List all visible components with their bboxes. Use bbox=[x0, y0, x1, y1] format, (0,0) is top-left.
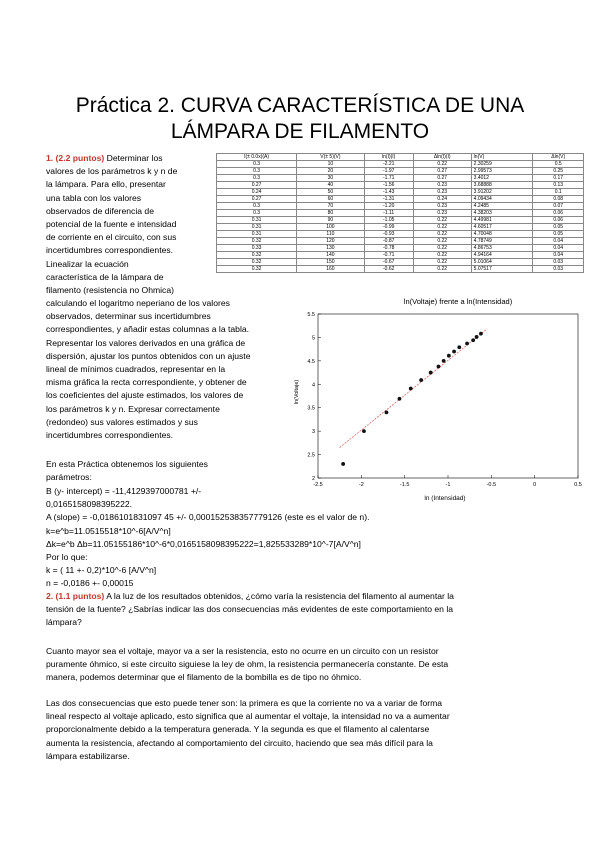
answer-paragraph-1 bbox=[46, 645, 554, 685]
data-point bbox=[475, 335, 479, 339]
data-point bbox=[437, 365, 441, 369]
table-cell: 4.60517 bbox=[471, 224, 533, 231]
table-cell: 4.09434 bbox=[471, 196, 533, 203]
table-cell: -0.71 bbox=[364, 252, 413, 259]
q2-question-2: tensión de la fuente? ¿Sabrías indicar las dos consecuencias más evidentes de este comportamiento en la bbox=[46, 604, 454, 615]
table-cell: -1.11 bbox=[364, 210, 413, 217]
table-cell: 130 bbox=[297, 245, 365, 252]
table-cell: 80 bbox=[297, 210, 365, 217]
table-row bbox=[217, 217, 584, 224]
table-row bbox=[217, 238, 584, 245]
table-cell: -1.56 bbox=[364, 182, 413, 189]
table-cell: 0.32 bbox=[217, 252, 297, 259]
table-cell: 0.3 bbox=[217, 210, 297, 217]
table-cell: 0.22 bbox=[413, 252, 471, 259]
plot-frame bbox=[318, 314, 578, 478]
table-cell: -0.99 bbox=[364, 224, 413, 231]
table-cell: 0.22 bbox=[413, 245, 471, 252]
table-cell: 0.04 bbox=[533, 252, 584, 259]
table-cell: 0.27 bbox=[217, 182, 297, 189]
y-tick-label: 4 bbox=[311, 382, 315, 389]
data-point bbox=[452, 350, 456, 354]
table-cell: 0.3 bbox=[217, 161, 297, 168]
table-cell: 0.06 bbox=[533, 210, 584, 217]
page-title bbox=[0, 93, 600, 145]
table-cell: 0.04 bbox=[533, 245, 584, 252]
q1-mid-column bbox=[46, 297, 282, 442]
data-point bbox=[447, 354, 451, 358]
table-cell: 0.22 bbox=[413, 217, 471, 224]
table-cell: -0.93 bbox=[364, 231, 413, 238]
answer-paragraph-2 bbox=[46, 697, 554, 763]
table-cell: 4.94164 bbox=[471, 252, 533, 259]
table-cell: 0.31 bbox=[217, 224, 297, 231]
table-cell: -0.62 bbox=[364, 266, 413, 273]
p2-line: Las dos consecuencias que esto puede tener son: la primera es que la corriente no va a variar de forma bbox=[46, 698, 443, 708]
q1-left-line: incertidumbres correspondientes. bbox=[46, 245, 174, 256]
q1-mid-line: Representar los valores derivados en una gráfica de bbox=[46, 337, 246, 348]
table-cell: 0.06 bbox=[533, 217, 584, 224]
table-cell: 0.03 bbox=[533, 259, 584, 266]
x-tick-label: -2.5 bbox=[313, 482, 323, 488]
table-cell: -0.67 bbox=[364, 259, 413, 266]
table-cell: 0.27 bbox=[413, 175, 471, 182]
table-cell: 0.24 bbox=[217, 189, 297, 196]
table-cell: 0.13 bbox=[533, 182, 584, 189]
table-cell: 2.99573 bbox=[471, 168, 533, 175]
x-tick-label: -1.5 bbox=[399, 482, 410, 488]
data-point bbox=[457, 345, 461, 349]
table-row bbox=[217, 224, 584, 231]
table-header-cell: V(± 5)(V) bbox=[297, 154, 365, 161]
table-cell: 0.32 bbox=[217, 238, 297, 245]
chart-xlabel: ln (Intensidad) bbox=[424, 495, 466, 502]
p1-line: Cuanto mayor sea el voltaje, mayor va a ser la resistencia, esto no ocurre en un circuito con un resistor bbox=[46, 646, 439, 656]
table-cell: 40 bbox=[297, 182, 365, 189]
data-point bbox=[465, 342, 469, 346]
table-cell: 0.22 bbox=[413, 266, 471, 273]
table-cell: 4.78749 bbox=[471, 238, 533, 245]
table-cell: 20 bbox=[297, 168, 365, 175]
p1-line: manera, podemos determinar que el filamento de la bombilla es de tipo no óhmico. bbox=[46, 672, 362, 683]
table-cell: -1.31 bbox=[364, 196, 413, 203]
table-cell: 0.32 bbox=[217, 259, 297, 266]
data-point bbox=[471, 338, 475, 342]
y-tick-label: 2 bbox=[311, 476, 315, 482]
table-cell: 0.25 bbox=[533, 168, 584, 175]
table-cell: 5.07517 bbox=[471, 266, 533, 273]
q1-label: 1. (2.2 puntos) bbox=[46, 153, 105, 163]
table-row bbox=[217, 266, 584, 273]
table-cell: 3.4012 bbox=[471, 175, 533, 182]
q1-left-line: característica de la lámpara de bbox=[46, 271, 164, 282]
table-row bbox=[217, 196, 584, 203]
results-intro bbox=[46, 458, 282, 484]
table-cell: 50 bbox=[297, 189, 365, 196]
table-row bbox=[217, 210, 584, 217]
chart-title: ln(Voltaje) frente a ln(Intensidad) bbox=[403, 297, 513, 306]
table-cell: 140 bbox=[297, 252, 365, 259]
table-cell: 0.17 bbox=[533, 175, 584, 182]
table-cell: 0.1 bbox=[533, 189, 584, 196]
table-row bbox=[217, 182, 584, 189]
table-cell: 3.68888 bbox=[471, 182, 533, 189]
table-cell: 90 bbox=[297, 217, 365, 224]
scatter-chart bbox=[290, 292, 590, 502]
table-cell: 0.32 bbox=[217, 266, 297, 273]
table-cell: 0.5 bbox=[533, 161, 584, 168]
table-cell: 4.70048 bbox=[471, 231, 533, 238]
table-header-row bbox=[217, 154, 584, 161]
data-point bbox=[479, 332, 483, 336]
table-cell: 0.05 bbox=[533, 224, 584, 231]
table-cell: 0.22 bbox=[413, 238, 471, 245]
y-tick-label: 5.5 bbox=[307, 312, 315, 318]
q2-question: A la luz de los resultados obtenidos, ¿cómo varía la resistencia del filamento al aumentar la bbox=[106, 591, 454, 601]
k-line: k=e^b=11.0515518*10^-6[A/V^n] bbox=[46, 525, 171, 536]
table-cell: 0.03 bbox=[533, 266, 584, 273]
table-cell: -2.21 bbox=[364, 161, 413, 168]
table-cell: 0.31 bbox=[217, 231, 297, 238]
table-row bbox=[217, 259, 584, 266]
table-cell: 100 bbox=[297, 224, 365, 231]
table-cell: -0.78 bbox=[364, 245, 413, 252]
title-line-2: LÁMPARA DE FILAMENTO bbox=[170, 120, 430, 143]
table-header-cell: Δln(V) bbox=[533, 154, 584, 161]
table-cell: 60 bbox=[297, 196, 365, 203]
y-tick-label: 2.5 bbox=[307, 452, 315, 459]
p2-line: proporcionalmente debido a la temperatura generada. Y la segunda es que el filamento al calentarse bbox=[46, 724, 430, 735]
q1-mid-line: incertidumbres correspondientes. bbox=[46, 430, 174, 441]
q1-mid-line: misma gráfica la recta correspondiente, y obtener de bbox=[46, 377, 247, 388]
x-tick-label: -0.5 bbox=[486, 482, 497, 488]
fit-line bbox=[340, 329, 487, 448]
table-row bbox=[217, 203, 584, 210]
table-cell: 0.22 bbox=[413, 231, 471, 238]
table-cell: 4.86753 bbox=[471, 245, 533, 252]
table-cell: 0.27 bbox=[413, 168, 471, 175]
x-tick-label: -2 bbox=[358, 482, 364, 488]
y-tick-label: 4.5 bbox=[307, 358, 315, 365]
table-cell: -0.87 bbox=[364, 238, 413, 245]
q1-mid-line: calculando el logaritmo neperiano de los valores bbox=[46, 298, 230, 308]
data-point bbox=[419, 378, 423, 382]
results-block bbox=[46, 485, 554, 591]
table-cell: 4.2485 bbox=[471, 203, 533, 210]
q1-left-line: potencial de la fuente e intensidad bbox=[46, 219, 177, 230]
table-cell: 5.01064 bbox=[471, 259, 533, 266]
a-line: A (slope) = -0,0186101831097 45 +/- 0,000152538357779126 (este es el valor de n). bbox=[46, 512, 370, 523]
table-cell: 0.22 bbox=[413, 224, 471, 231]
q1-mid-line: correspondientes, y añadir estas columnas a la tabla. bbox=[46, 324, 250, 335]
table-cell: 0.3 bbox=[217, 168, 297, 175]
y-tick-label: 3.5 bbox=[307, 405, 315, 412]
table-cell: 0.24 bbox=[413, 196, 471, 203]
p2-line: aumenta la resistencia, afectando al comportamiento del circuito, haciendo que sea más difícil para la bbox=[46, 737, 433, 748]
title-line-1: Práctica 2. CURVA CARACTERÍSTICA DE UNA bbox=[75, 94, 525, 117]
q1-mid-line: dispersión, ajustar los puntos obtenidos con un ajuste bbox=[46, 350, 251, 361]
table-cell: 160 bbox=[297, 266, 365, 273]
k-final: k = ( 11 +- 0,2)*10^-6 [A/V^n] bbox=[46, 565, 157, 576]
data-point bbox=[362, 429, 366, 433]
table-cell: -1.43 bbox=[364, 189, 413, 196]
table-cell: -1.71 bbox=[364, 175, 413, 182]
data-point bbox=[429, 371, 433, 375]
data-point bbox=[398, 397, 402, 401]
data-point bbox=[409, 387, 413, 391]
table-cell: 120 bbox=[297, 238, 365, 245]
q1-left-line: Linealizar la ecuación bbox=[46, 258, 129, 269]
q2-label: 2. (1.1 puntos) bbox=[46, 591, 105, 601]
table-cell: 0.04 bbox=[533, 238, 584, 245]
table-cell: 4.38203 bbox=[471, 210, 533, 217]
table-header-cell: I(± 0.0x)(A) bbox=[217, 154, 297, 161]
table-cell: 110 bbox=[297, 231, 365, 238]
table-cell: 2.30259 bbox=[471, 161, 533, 168]
results-intro-line: En esta Práctica obtenemos los siguientes bbox=[46, 459, 208, 469]
table-cell: 0.05 bbox=[533, 231, 584, 238]
q1-mid-line: los parámetros k y n. Expresar correctamente bbox=[46, 403, 220, 414]
table-cell: 30 bbox=[297, 175, 365, 182]
chart-ylabel: ln(Voltaje) bbox=[294, 379, 300, 405]
p1-line: puramente óhmico, si este circuito siguiese la ley de ohm, la resistencia permanecería constante. De esta bbox=[46, 659, 449, 670]
table-header-cell: ln(I)(I) bbox=[364, 154, 413, 161]
q1-left-line: la lámpara. Para ello, presentar bbox=[46, 179, 166, 190]
table-cell: 0.22 bbox=[413, 259, 471, 266]
x-tick-label: -1 bbox=[445, 482, 451, 488]
table-row bbox=[217, 231, 584, 238]
table-cell: 150 bbox=[297, 259, 365, 266]
b-line-2: 0,0165158098395222. bbox=[46, 499, 133, 510]
q1-left-column bbox=[46, 152, 206, 297]
table-cell: 3.91202 bbox=[471, 189, 533, 196]
q1-left-line: de corriente en el circuito, con sus bbox=[46, 232, 177, 243]
results-intro-line: parámetros: bbox=[46, 472, 92, 483]
table-header-cell: Δln(I)(I) bbox=[413, 154, 471, 161]
q2-block bbox=[46, 590, 554, 630]
b-line: B (y- intercept) = -11,4129397000781 +/- bbox=[46, 486, 202, 496]
table-row bbox=[217, 189, 584, 196]
data-point bbox=[341, 462, 345, 466]
dk-line: Δk=e^b Δb=11.05155186*10^-6*0,0165158098395222=1,825533289*10^-7[A/V^n] bbox=[46, 538, 361, 549]
table-cell: 0.33 bbox=[217, 245, 297, 252]
q1-left-line: observados de diferencia de bbox=[46, 205, 154, 216]
q1-left-line: una tabla con los valores bbox=[46, 192, 142, 203]
q1-left-line: filamento (resistencia no Ohmica) bbox=[46, 285, 174, 296]
table-cell: -1.20 bbox=[364, 203, 413, 210]
q1-mid-line: (redondeo) sus valores estimados y sus bbox=[46, 416, 198, 427]
table-row bbox=[217, 168, 584, 175]
data-point bbox=[385, 411, 389, 415]
y-tick-label: 3 bbox=[311, 429, 315, 436]
table-cell: 0.3 bbox=[217, 203, 297, 210]
table-cell: 0.31 bbox=[217, 217, 297, 224]
p2-line: lineal respecto al voltaje aplicado, esto significa que al aumentar el voltaje, la intensidad no va a aumentar bbox=[46, 711, 450, 722]
data-table bbox=[216, 153, 584, 273]
por-line: Por lo que: bbox=[46, 552, 88, 563]
table-header-cell: ln(V) bbox=[471, 154, 533, 161]
data-point bbox=[442, 359, 446, 363]
table-cell: 0.22 bbox=[413, 161, 471, 168]
q2-question-3: lámpara? bbox=[46, 617, 82, 628]
table-cell: 70 bbox=[297, 203, 365, 210]
table-cell: 0.23 bbox=[413, 210, 471, 217]
x-tick-label: 0.5 bbox=[574, 482, 582, 488]
table-cell: 0.23 bbox=[413, 189, 471, 196]
q1-mid-line: observados, determinar sus incertidumbres bbox=[46, 311, 211, 322]
table-row bbox=[217, 245, 584, 252]
table-cell: 0.27 bbox=[217, 196, 297, 203]
y-tick-label: 5 bbox=[311, 335, 315, 342]
table-cell: 0.07 bbox=[533, 203, 584, 210]
p2-line: lámpara estabilizarse. bbox=[46, 750, 130, 761]
q1-mid-line: lineal de mínimos cuadrados, representar en la bbox=[46, 364, 226, 375]
table-row bbox=[217, 161, 584, 168]
table-cell: -1.05 bbox=[364, 217, 413, 224]
n-final: n = -0,0186 +- 0,00015 bbox=[46, 578, 134, 589]
table-cell: -1.97 bbox=[364, 168, 413, 175]
q1-mid-line: los coeficientes del ajuste estimados, los valores de bbox=[46, 390, 244, 401]
table-cell: 0.08 bbox=[533, 196, 584, 203]
table-row bbox=[217, 175, 584, 182]
table-cell: 4.49981 bbox=[471, 217, 533, 224]
q1-left-line: Determinar los bbox=[106, 153, 163, 163]
x-tick-label: 0 bbox=[533, 482, 537, 488]
table-cell: 0.23 bbox=[413, 203, 471, 210]
table-cell: 10 bbox=[297, 161, 365, 168]
table-cell: 0.23 bbox=[413, 182, 471, 189]
table-cell: 0.3 bbox=[217, 175, 297, 182]
table-row bbox=[217, 252, 584, 259]
q1-left-line: valores de los parámetros k y n de bbox=[46, 166, 178, 177]
